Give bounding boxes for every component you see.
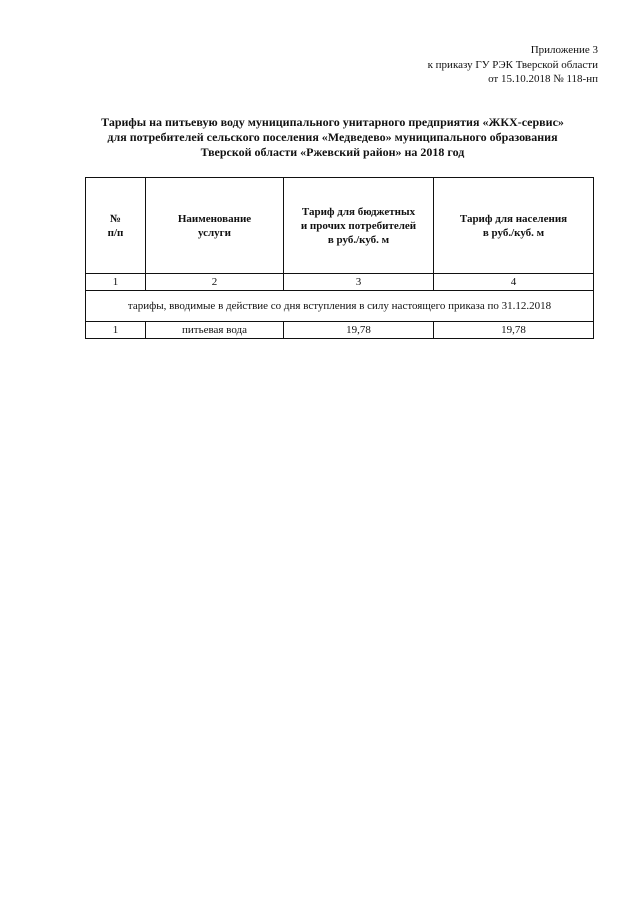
title-line-2: для потребителей сельского поселения «Медведево» муниципального образования [107,130,558,144]
header-population-line-2: в руб./куб. м [482,226,545,239]
header-number-line-1: № [109,212,122,225]
header-budget-line-2: и прочих потребителей [300,219,417,232]
title-line-3: Тверской области «Ржевский район» на 2018 год [200,145,465,159]
appendix-order-date: от 15.10.2018 № 118-нп [488,73,598,85]
row-budget-tariff: 19,78 [284,322,434,339]
appendix-label: Приложение 3 [530,44,598,56]
row-service: питьевая вода [146,322,284,339]
header-service [146,178,284,274]
column-number: 1 [86,274,146,291]
table-row [86,322,594,339]
appendix-header [428,43,598,87]
validity-note-row [86,291,594,322]
column-number: 4 [434,274,594,291]
appendix-order-ref: к приказу ГУ РЭК Тверской области [427,58,598,71]
header-budget-line-3: в руб./куб. м [327,233,390,246]
row-number: 1 [86,322,146,339]
header-budget-line-1: Тариф для бюджетных [301,205,416,218]
column-number: 3 [284,274,434,291]
header-number [86,178,146,274]
header-budget-tariff [284,178,434,274]
header-service-line-1: Наименование [177,212,252,225]
header-number-line-2: п/п [107,226,124,239]
header-population-tariff [434,178,594,274]
column-numbers-row [86,274,594,291]
header-population-line-1: Тариф для населения [459,212,568,225]
validity-note: тарифы, вводимые в действие со дня вступления в силу настоящего приказа по 31.12.2018 [86,291,594,322]
header-service-line-2: услуги [197,226,232,239]
table-header-row [86,178,594,274]
row-population-tariff: 19,78 [434,322,594,339]
document-title [60,115,605,160]
title-line-1: Тарифы на питьевую воду муниципального унитарного предприятия «ЖКХ-сервис» [101,115,564,129]
column-number: 2 [146,274,284,291]
tariff-table [85,177,594,339]
